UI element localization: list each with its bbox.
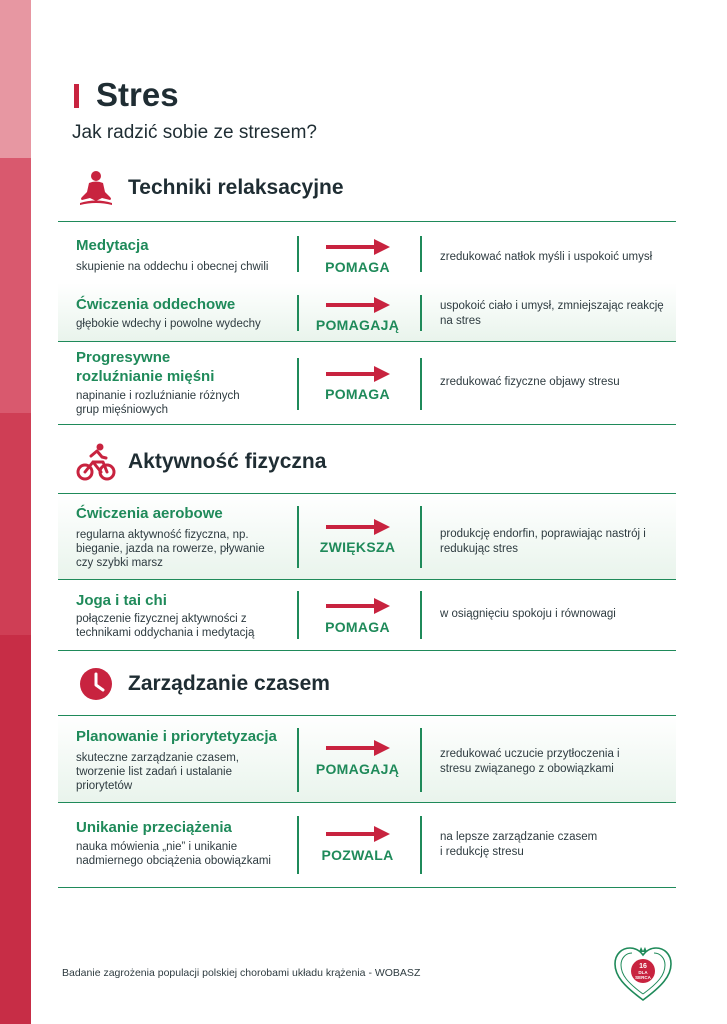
divider <box>297 728 299 792</box>
stripe-segment <box>0 158 31 413</box>
row-description: głębokie wdechy i powolne wydechy <box>76 318 261 330</box>
verb-label: ZWIĘKSZA <box>319 539 396 555</box>
row-title: Ćwiczenia oddechowe <box>76 296 236 313</box>
table-row <box>58 221 676 284</box>
title-accent-bar <box>74 84 79 108</box>
row-title: Ćwiczenia aerobowe <box>76 505 223 522</box>
logo-text: SERCA <box>635 975 651 980</box>
bicycle-icon <box>76 442 116 482</box>
row-description: połączenie fizycznej aktywności z technikami oddychania i medytacją <box>76 613 255 639</box>
stripe-segment <box>0 635 31 1024</box>
sidebar-color-stripe <box>0 0 31 1024</box>
divider <box>297 816 299 874</box>
section-title: Aktywność fizyczna <box>128 450 327 473</box>
row-result: produkcję endorfin, poprawiając nastrój i redukując stres <box>440 528 646 555</box>
divider <box>420 816 422 874</box>
arrow-right-icon <box>326 365 390 383</box>
arrow-right-icon <box>326 739 390 757</box>
row-result: zredukować natłok myśli i uspokoić umysł <box>440 251 653 263</box>
arrow-right-icon <box>326 296 390 314</box>
heart-logo-icon <box>612 944 674 1004</box>
row-result: na lepsze zarządzanie czasem i redukcję stresu <box>440 831 598 858</box>
row-title: Medytacja <box>76 237 149 254</box>
row-description: skupienie na oddechu i obecnej chwili <box>76 261 269 273</box>
meditation-icon <box>76 168 116 208</box>
section-title: Zarządzanie czasem <box>128 672 330 695</box>
table-row <box>58 579 676 651</box>
row-result: w osiągnięciu spokoju i równowagi <box>440 608 616 620</box>
divider <box>297 236 299 272</box>
page-title: Stres <box>96 76 179 113</box>
row-result: zredukować fizyczne objawy stresu <box>440 376 620 388</box>
stripe-segment <box>0 0 31 158</box>
row-title: Planowanie i priorytetyzacja <box>76 728 277 745</box>
page-subtitle: Jak radzić sobie ze stresem? <box>72 122 317 143</box>
verb-label: POMAGA <box>325 619 390 635</box>
section-title: Techniki relaksacyjne <box>128 176 344 199</box>
row-title: Progresywne rozluźnianie mięśni <box>76 349 215 385</box>
divider <box>297 358 299 410</box>
arrow-right-icon <box>326 597 390 615</box>
logo-text: 16 <box>639 963 647 970</box>
divider <box>420 236 422 272</box>
divider <box>420 506 422 568</box>
row-description: nauka mówienia „nie” i unikanie nadmiernego obciążenia obowiązkami <box>76 841 271 867</box>
arrow-right-icon <box>326 825 390 843</box>
row-description: napinanie i rozluźnianie różnych grup mięśniowych <box>76 390 240 416</box>
table-row <box>58 493 676 580</box>
row-title: Unikanie przeciążenia <box>76 819 232 836</box>
row-result: uspokoić ciało i umysł, zmniejszając reakcję na stres <box>440 300 664 327</box>
divider <box>420 591 422 639</box>
table-row <box>58 802 676 888</box>
verb-label: POMAGA <box>325 386 390 402</box>
row-result: zredukować uczucie przytłoczenia i stresu związanego z obowiązkami <box>440 748 620 775</box>
verb-label: POMAGA <box>325 259 390 275</box>
divider <box>420 295 422 331</box>
clock-icon <box>76 664 116 704</box>
divider <box>297 295 299 331</box>
verb-label: POZWALA <box>321 847 394 863</box>
divider <box>297 591 299 639</box>
table-row <box>58 283 676 342</box>
arrow-right-icon <box>326 238 390 256</box>
table-row <box>58 342 676 425</box>
divider <box>297 506 299 568</box>
arrow-right-icon <box>326 518 390 536</box>
logo-text: DLA <box>638 970 648 975</box>
row-description: skuteczne zarządzanie czasem, tworzenie list zadań i ustalanie priorytetów <box>76 752 239 792</box>
divider <box>420 728 422 792</box>
footer-text: Badanie zagrożenia populacji polskiej chorobami układu krążenia - WOBASZ <box>62 967 421 979</box>
verb-label: POMAGAJĄ <box>315 317 400 333</box>
table-row <box>58 715 676 803</box>
row-title: Joga i tai chi <box>76 592 167 609</box>
verb-label: POMAGAJĄ <box>315 761 400 777</box>
divider <box>420 358 422 410</box>
stripe-segment <box>0 413 31 635</box>
row-description: regularna aktywność fizyczna, np. bieganie, jazda na rowerze, pływanie czy szybki marsz <box>76 529 265 569</box>
